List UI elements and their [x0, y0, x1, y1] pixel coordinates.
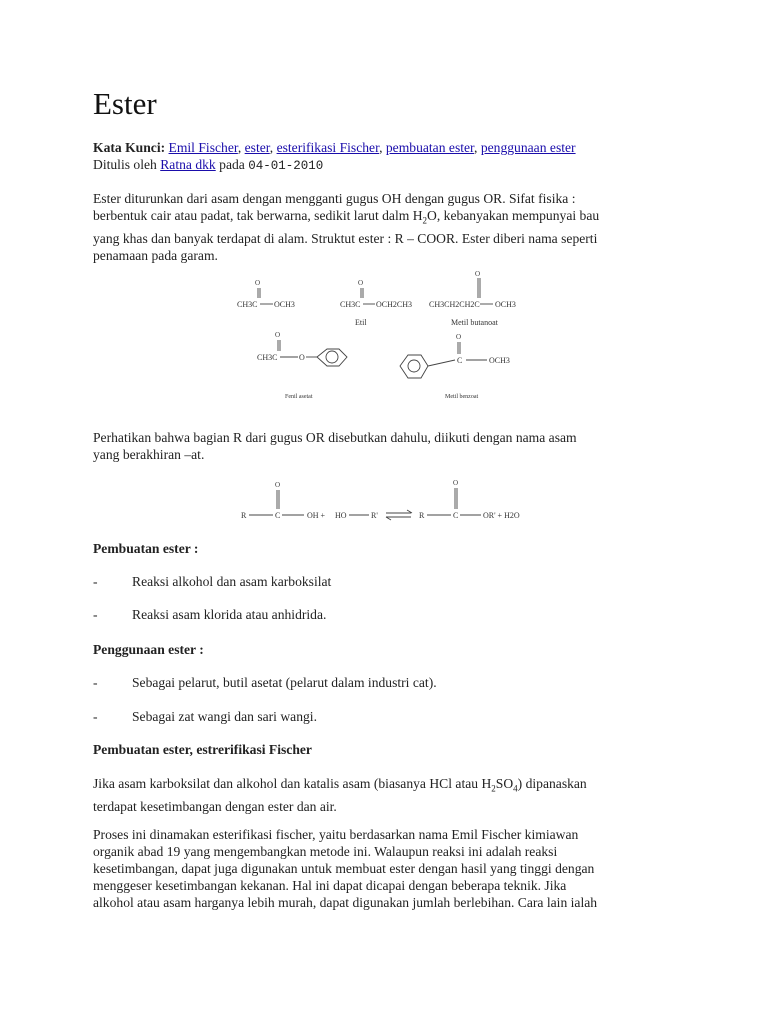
structure-methyl-benzoate: [400, 333, 510, 400]
fischer-heading-text: Pembuatan ester, estrerifikasi Fischer: [93, 742, 312, 757]
structure-methyl-butanoate: [429, 270, 516, 327]
naming-line-1: Perhatikan bahwa bagian R dari gugus OR disebutkan dahulu, diikuti dengan nama asam: [93, 430, 577, 445]
author-prefix: Ditulis oleh: [93, 157, 157, 172]
svg-text:OCH3: OCH3: [274, 300, 295, 309]
svg-text:C: C: [453, 511, 459, 520]
fischer-p2-line-2: organik abad 19 yang mengembangkan metode ini. Walaupun reaksi ini adalah reaksi: [93, 844, 558, 859]
list-item-text: Reaksi asam klorida atau anhidrida.: [132, 607, 327, 622]
fischer-line-1b: ) dipanaskan: [517, 776, 587, 791]
making-heading-text: Pembuatan ester :: [93, 541, 199, 556]
intro-line-2b: O, kebanyakan mempunyai bau: [427, 208, 600, 223]
intro-subscript: 2: [422, 215, 428, 226]
svg-text:OCH2CH3: OCH2CH3: [376, 300, 413, 309]
naming-line-2: yang berakhiran –at.: [93, 447, 205, 462]
making-heading: [93, 540, 693, 557]
svg-text:CH3CH2CH2C: CH3CH2CH2C: [429, 300, 480, 309]
svg-text:CH3C: CH3C: [257, 353, 278, 362]
keyword-link-penggunaan-ester[interactable]: penggunaan ester: [480, 140, 576, 155]
fischer-line-2: terdapat kesetimbangan dengan ester dan air.: [93, 798, 337, 814]
svg-text:OCH3: OCH3: [489, 356, 510, 365]
list-item: [93, 573, 331, 590]
author-line: [93, 156, 693, 175]
list-item: [93, 606, 326, 623]
svg-text:O: O: [255, 279, 261, 287]
fischer-heading: [93, 741, 693, 758]
intro-line-1: Ester diturunkan dari asam dengan mengganti gugus OH dengan gugus OR. Sifat fisika :: [93, 191, 576, 206]
structure-phenyl-acetate: [257, 331, 347, 400]
svg-text:OCH3: OCH3: [495, 300, 516, 309]
list-item-text: Sebagai pelarut, butil asetat (pelarut dalam industri cat).: [132, 675, 437, 690]
subscript: 4: [513, 783, 518, 794]
fischer-p2-line-1: Proses ini dinamakan esterifikasi fischer, yaitu berdasarkan nama Emil Fischer kimiawan: [93, 827, 579, 842]
svg-text:OH +: OH +: [307, 511, 326, 520]
structure-ethyl-acetate: [340, 279, 412, 327]
list-item-text: Reaksi alkohol dan asam karboksilat: [132, 574, 332, 589]
svg-text:O: O: [299, 353, 305, 362]
svg-text:O: O: [358, 279, 364, 287]
list-item: [93, 708, 317, 725]
fischer-line-1a: Jika asam karboksilat dan alkohol dan katalis asam (biasanya HCl atau H: [93, 776, 492, 791]
fischer-line-1-mid: SO: [495, 776, 514, 791]
svg-text:C: C: [275, 511, 281, 520]
fischer-p2-line-4: menggeser kesetimbangan kekanan. Hal ini dapat dicapai dengan beberapa teknik. Jika: [93, 878, 567, 893]
bullet-dash: -: [93, 574, 98, 589]
subscript: 2: [491, 783, 496, 794]
intro-line-4: penamaan pada garam.: [93, 247, 218, 263]
intro-line-2a: berbentuk cair atau padat, tak berwarna, sedikit larut dalm H: [93, 208, 423, 223]
date-prefix: pada: [219, 157, 245, 172]
keyword-link-pembuatan-ester[interactable]: pembuatan ester: [385, 140, 475, 155]
svg-text:R': R': [371, 511, 378, 520]
svg-text:O: O: [453, 479, 459, 487]
publish-date: 04-01-2010: [248, 159, 324, 173]
keywords-line: Kata Kunci: Emil Fischer, ester, esterifikasi Fischer, pembuatan ester, penggunaan ester: [93, 140, 576, 155]
svg-text:Metil butanoat: Metil butanoat: [451, 318, 498, 327]
intro-line-3: yang khas dan banyak terdapat di alam. Struktut ester : R – COOR. Ester diberi nama seperti: [93, 230, 598, 246]
naming-paragraph: [93, 429, 693, 463]
keyword-link-esterifikasi-fischer[interactable]: esterifikasi Fischer: [276, 140, 380, 155]
use-heading-text: Penggunaan ester :: [93, 642, 204, 657]
list-item: [93, 674, 437, 691]
ester-structures-figure: [225, 270, 545, 410]
svg-text:CH3C: CH3C: [340, 300, 361, 309]
svg-text:C: C: [457, 356, 463, 365]
svg-text:O: O: [456, 333, 462, 341]
intro-paragraph: [93, 190, 693, 264]
svg-text:O: O: [275, 331, 281, 339]
svg-text:O: O: [275, 481, 281, 489]
svg-text:Etil: Etil: [355, 318, 367, 327]
svg-text:R: R: [419, 511, 425, 520]
svg-text:CH3C: CH3C: [237, 300, 258, 309]
esterification-equation-figure: [237, 478, 537, 528]
fischer-p2-line-3: kesetimbangan, dapat juga digunakan untuk membuat ester dengan hasil yang tinggi dengan: [93, 861, 595, 876]
fischer-paragraph-1: [93, 775, 693, 815]
svg-text:OR' + H2O: OR' + H2O: [483, 511, 520, 520]
svg-text:O: O: [475, 270, 481, 278]
fischer-paragraph-2: [93, 826, 693, 911]
list-item-text: Sebagai zat wangi dan sari wangi.: [132, 709, 317, 724]
page-title: Ester: [93, 86, 157, 121]
keyword-link-ester[interactable]: ester: [244, 140, 270, 155]
bullet-dash: -: [93, 607, 98, 622]
svg-text:Metil benzoat: Metil benzoat: [445, 394, 479, 400]
structure-methyl-acetate: [237, 279, 295, 309]
svg-text:Fenil asetat: Fenil asetat: [285, 394, 313, 400]
bullet-dash: -: [93, 675, 98, 690]
keyword-link-emil-fischer[interactable]: Emil Fischer: [168, 140, 238, 155]
use-heading: [93, 641, 693, 658]
bullet-dash: -: [93, 709, 98, 724]
svg-text:R: R: [241, 511, 247, 520]
author-link[interactable]: Ratna dkk: [160, 157, 216, 172]
keywords-label: Kata Kunci:: [93, 140, 166, 155]
fischer-p2-line-5: alkohol atau asam harganya lebih murah, dapat digunakan jumlah berlebihan. Cara lain ialah: [93, 895, 598, 910]
svg-text:HO: HO: [335, 511, 347, 520]
